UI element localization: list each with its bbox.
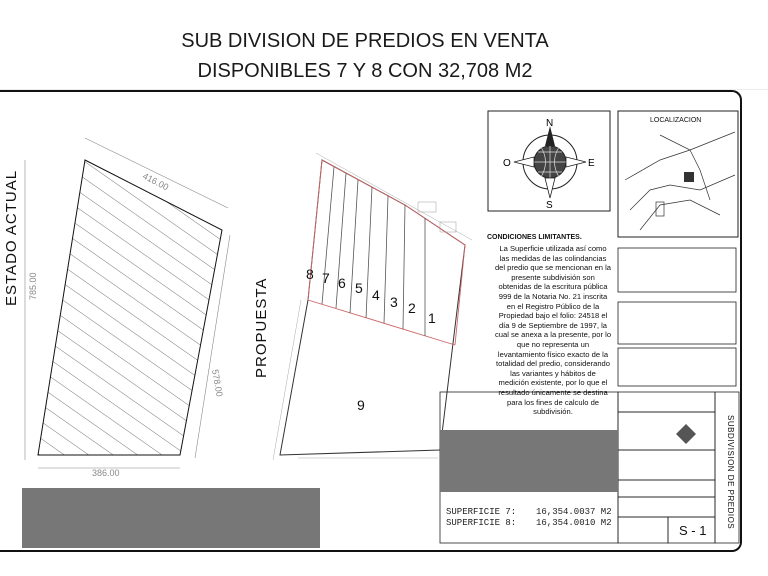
dim-left-text: 785.00 xyxy=(28,272,38,300)
dim-bottom-text: 386.00 xyxy=(92,468,120,478)
surface-8-value: 16,354.0010 M2 xyxy=(536,518,612,528)
compass-rose-icon xyxy=(488,111,610,211)
surface-8-label: SUPERFICIE 8: xyxy=(446,518,517,528)
dim-right-text: 578.00 xyxy=(210,368,225,398)
compass-s: S xyxy=(546,200,553,211)
lot-1: 1 xyxy=(428,310,436,326)
address-panel xyxy=(618,302,736,344)
dim-top-text: 416.00 xyxy=(141,170,171,193)
page-title-line-2: DISPONIBLES 7 Y 8 CON 32,708 M2 xyxy=(197,60,533,82)
surface-7-value: 16,354.0037 M2 xyxy=(536,507,612,517)
lot-9: 9 xyxy=(357,397,365,413)
dro-panel xyxy=(618,348,736,386)
redacted-box-right xyxy=(440,430,618,492)
lot-6: 6 xyxy=(338,275,346,291)
plano-number: S - 1 xyxy=(679,523,707,538)
location-map xyxy=(618,111,738,237)
lot-7: 7 xyxy=(322,270,330,286)
lot-5: 5 xyxy=(355,280,363,296)
owner-panel xyxy=(618,248,736,292)
redacted-box-left xyxy=(22,488,320,548)
surface-7-label: SUPERFICIE 7: xyxy=(446,507,517,517)
logo-icon xyxy=(676,424,696,444)
lot-2: 2 xyxy=(408,300,416,316)
location-title: LOCALIZACION xyxy=(650,117,702,124)
estado-actual-label: ESTADO ACTUAL xyxy=(3,169,20,306)
lot-4: 4 xyxy=(372,287,380,303)
compass-e: E xyxy=(588,158,595,169)
lot-8: 8 xyxy=(306,266,314,282)
lot-3: 3 xyxy=(390,294,398,310)
propuesta-label: PROPUESTA xyxy=(253,277,270,378)
conditions-title: CONDICIONES LIMITANTES. xyxy=(487,234,582,241)
page-title-line-1: SUB DIVISION DE PREDIOS EN VENTA xyxy=(181,30,549,52)
side-title: SUBDIVISION DE PREDIOS xyxy=(726,415,735,530)
compass-n: N xyxy=(546,118,554,129)
propuesta-plan xyxy=(273,153,472,460)
conditions-body: La Superficie utilizada así como las medidas de las colindancias del predio que se mencionan en la presente subdivisión son obtenidas de la escritura pública 999 de la Notaria No. 21 inscrita en el Registro Público de la Propiedad bajo el folio: 24518 el día 9 de Septiembre de 1997, la cual se anexa a la presente, por lo que no representa un levantamiento físico exacto de la totalidad del predio, considerando las variantes y hábitos de medición existente, por lo que el resultado únicamente se destina para los fines de calculo de subdivisión. xyxy=(494,244,612,417)
compass-o: O xyxy=(503,158,511,169)
estado-actual-plan xyxy=(25,138,230,478)
